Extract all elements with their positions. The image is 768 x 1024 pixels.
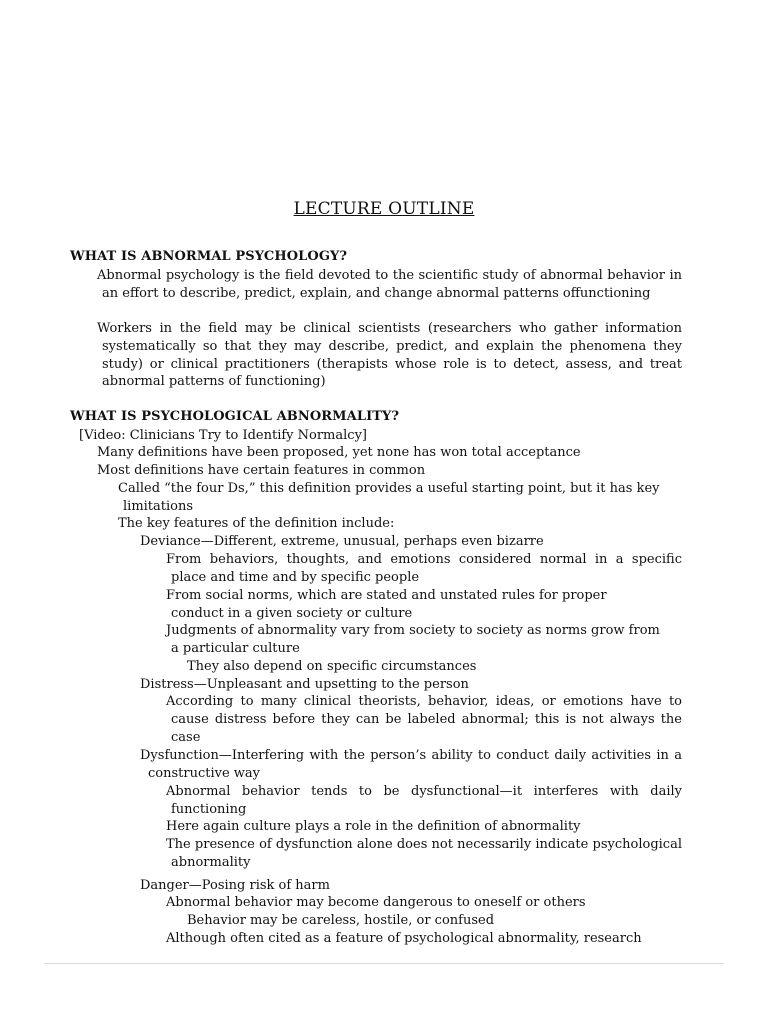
outline-item: Judgments of abnormality vary from society to society as norms grow from a particular culture [166, 623, 660, 656]
outline-item: Abnormal psychology is the field devoted to the scientific study of abnormal behavior in an effort to describe, predict, explain, and change abnormal patterns offunctioning [97, 268, 682, 301]
outline-item: Many definitions have been proposed, yet none has won total acceptance [97, 445, 581, 460]
outline-item-deviance: Deviance—Different, extreme, unusual, perhaps even bizarre [140, 534, 544, 549]
outline-item-video: [Video: Clinicians Try to Identify Normalcy] [79, 428, 367, 443]
outline-item-dysfunction: Dysfunction—Interfering with the person’s ability to conduct daily activities in a constructive way [140, 748, 682, 781]
section-heading-abnormal-psychology: WHAT IS ABNORMAL PSYCHOLOGY? [70, 249, 348, 264]
page-divider [44, 963, 724, 964]
outline-item: Behavior may be careless, hostile, or confused [187, 913, 495, 928]
outline-item: From behaviors, thoughts, and emotions considered normal in a specific place and time and by specific people [166, 552, 682, 585]
page-title: LECTURE OUTLINE [293, 199, 475, 219]
outline-item: Abnormal behavior tends to be dysfunctional—it interferes with daily functioning [166, 784, 682, 817]
outline-item-danger: Danger—Posing risk of harm [140, 878, 330, 893]
outline-item: The presence of dysfunction alone does not necessarily indicate psychological abnormality [166, 837, 682, 870]
outline-item: From social norms, which are stated and unstated rules for proper conduct in a given society or culture [166, 588, 607, 621]
section-heading-psychological-abnormality: WHAT IS PSYCHOLOGICAL ABNORMALITY? [70, 409, 400, 424]
outline-item: Called “the four Ds,” this definition provides a useful starting point, but it has key limitations [118, 481, 660, 514]
outline-item: Workers in the field may be clinical scientists (researchers who gather information systematically so that they may describe, predict, and explain the phenomena they study) or clinical practitioners (therapists whose role is to detect, assess, and treat abnormal patterns of functioning) [97, 321, 682, 390]
outline-item: According to many clinical theorists, behavior, ideas, or emotions have to cause distress before they can be labeled abnormal; this is not always the case [166, 694, 682, 745]
outline-item: Although often cited as a feature of psychological abnormality, research [166, 931, 642, 946]
outline-item-distress: Distress—Unpleasant and upsetting to the person [140, 677, 469, 692]
outline-item: Here again culture plays a role in the definition of abnormality [166, 819, 581, 834]
outline-item: Abnormal behavior may become dangerous to oneself or others [166, 895, 586, 910]
outline-item: They also depend on specific circumstances [187, 659, 477, 674]
outline-item: Most definitions have certain features in common [97, 463, 426, 478]
outline-item: The key features of the definition include: [118, 516, 395, 531]
